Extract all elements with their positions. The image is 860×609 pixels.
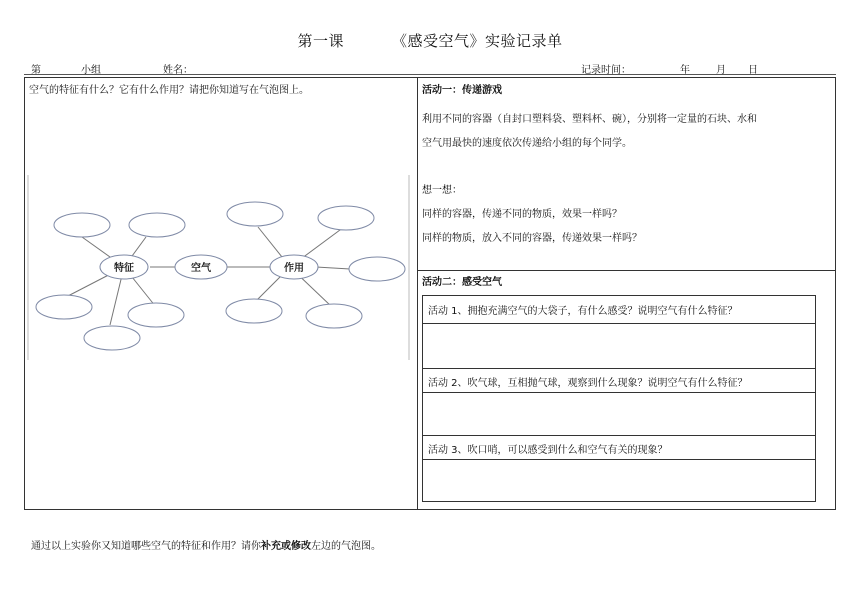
- feature-node-label: 特征: [114, 263, 134, 274]
- think-question: 同样的容器，传递不同的物质，效果一样吗？: [422, 209, 622, 220]
- activity1-line: 利用不同的容器（自封口塑料袋、塑料杯、碗），分别将一定量的石块、水和: [422, 114, 757, 125]
- worksheet-title: 《感受空气》实验记录单: [392, 32, 563, 50]
- function-node-label: 作用: [284, 263, 304, 274]
- table-row-divider: [417, 270, 836, 271]
- answer-field-2[interactable]: [423, 393, 815, 434]
- record-time-label: 记录时间：: [581, 65, 631, 76]
- activity1-think: [422, 179, 832, 251]
- empty-bubble[interactable]: [306, 304, 362, 328]
- air-node-label: 空气: [191, 263, 211, 274]
- empty-bubble[interactable]: [129, 213, 185, 237]
- page-title: [0, 30, 860, 51]
- name-label: 姓名：: [163, 65, 193, 76]
- activity2-title: 活动二：感受空气: [422, 277, 502, 288]
- answer-field-1[interactable]: [423, 324, 815, 367]
- footer-instruction: 通过以上实验你又知道哪些空气的特征和作用？请你补充或修改左边的气泡图。: [31, 541, 381, 552]
- activity2-row-divider: [422, 368, 816, 369]
- empty-bubble[interactable]: [318, 206, 374, 230]
- month-label: 月: [716, 65, 726, 76]
- activity1-line: 空气用最快的速度依次传递给小组的每个同学。: [422, 138, 632, 149]
- table-column-divider: [417, 77, 418, 510]
- empty-bubble[interactable]: [226, 299, 282, 323]
- year-label: 年: [680, 65, 690, 76]
- lesson-label: 第一课: [297, 32, 344, 50]
- footer-emphasis: 补充或修改: [261, 541, 311, 552]
- empty-bubble[interactable]: [128, 303, 184, 327]
- header-divider: [24, 74, 836, 75]
- activity2-question-2: 活动 2、吹气球，互相抛气球，观察到什么现象？说明空气有什么特征？: [428, 378, 748, 389]
- empty-bubble[interactable]: [54, 213, 110, 237]
- day-label: 日: [748, 65, 758, 76]
- group-suffix: 小组: [81, 65, 101, 76]
- think-question: 同样的物质，放入不同的容器，传递效果一样吗？: [422, 233, 642, 244]
- empty-bubble[interactable]: [36, 295, 92, 319]
- think-title: 想一想：: [422, 185, 462, 196]
- empty-bubble[interactable]: [227, 202, 283, 226]
- activity2-question-1: 活动 1、拥抱充满空气的大袋子，有什么感受？说明空气有什么特征？: [428, 306, 738, 317]
- bubble-map: [26, 175, 416, 360]
- left-question: 空气的特征有什么？它有什么作用？请把你知道写在气泡图上。: [29, 85, 309, 96]
- activity1-title: 活动一：传递游戏: [422, 85, 502, 96]
- activity2-question-3: 活动 3、吹口哨，可以感受到什么和空气有关的现象？: [428, 445, 668, 456]
- empty-bubble[interactable]: [84, 326, 140, 350]
- answer-field-3[interactable]: [423, 460, 815, 501]
- activity1-description: [422, 108, 832, 156]
- group-prefix: 第: [31, 65, 41, 76]
- empty-bubble[interactable]: [349, 257, 405, 281]
- activity2-row-divider: [422, 435, 816, 436]
